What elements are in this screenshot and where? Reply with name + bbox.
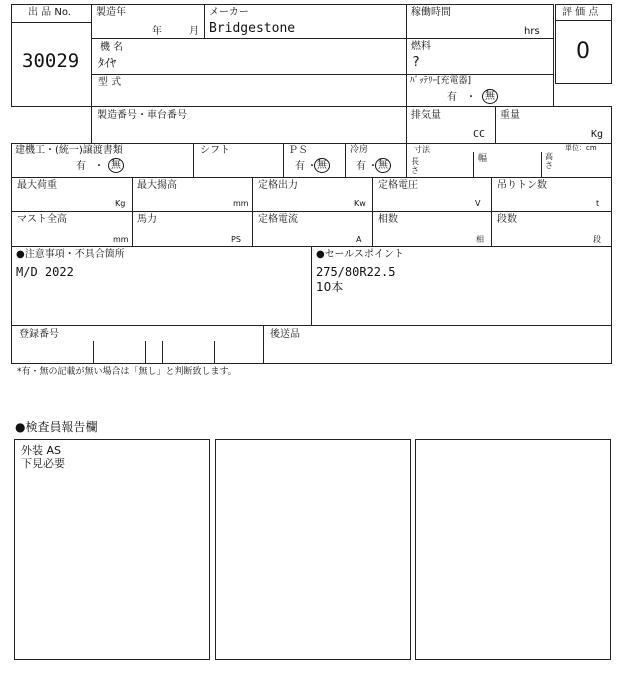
registration-number-label: 登録番号	[19, 329, 59, 340]
crane-tonnage-unit: t	[596, 199, 600, 208]
ps-separator: ・	[307, 161, 317, 172]
height-label: 高さ	[545, 152, 553, 170]
transfer-no-circled: 無	[108, 158, 124, 173]
ps-label: ＰＳ	[288, 145, 308, 156]
weight-label: 重量	[500, 110, 520, 121]
displacement-label: 排気量	[411, 110, 441, 121]
transfer-documents-label: 建機工・(統一)譲渡書類	[15, 145, 123, 156]
sales-point-label: ●セールスポイント	[316, 249, 404, 260]
phase-count-label: 相数	[378, 214, 398, 225]
maker-value: Bridgestone	[209, 21, 296, 36]
inspector-report-title: ●検査員報告欄	[15, 420, 98, 434]
fuel-label: 燃料	[411, 41, 431, 52]
max-load-label: 最大荷重	[17, 180, 57, 191]
max-load-unit: Kg	[115, 199, 126, 208]
battery-yes: 有	[447, 92, 457, 103]
battery-no-circled: 無	[482, 89, 498, 104]
steps-unit: 段	[593, 235, 601, 244]
model-name-value: ﾀｲﾔ	[98, 56, 117, 70]
inspector-note-line2: 下見必要	[21, 457, 65, 470]
rated-output-label: 定格出力	[258, 180, 298, 191]
max-lift-unit: mm	[233, 199, 249, 208]
sales-point-line2: 10本	[316, 280, 344, 294]
inspector-box-1	[14, 439, 210, 660]
inspector-box-2	[215, 439, 411, 660]
ac-yes: 有	[356, 161, 366, 172]
month-unit: 月	[189, 26, 199, 37]
model-name-label: 機 名	[100, 42, 124, 53]
caution-label: ●注意事項・不具合箇所	[16, 249, 125, 260]
operating-hours-label: 稼働時間	[411, 7, 451, 18]
weight-unit: Kg	[591, 129, 604, 140]
maker-label: メーカー	[209, 7, 249, 18]
max-lift-label: 最大揚高	[137, 180, 177, 191]
shipping-items-label: 後送品	[270, 329, 300, 340]
type-label: 型 式	[98, 77, 122, 88]
rated-current-label: 定格電流	[258, 214, 298, 225]
ac-separator: ・	[368, 161, 378, 172]
ps-yes: 有	[295, 161, 305, 172]
rated-output-unit: Kw	[354, 199, 366, 208]
caution-text: M/D 2022	[16, 265, 74, 279]
lot-number-value: 30029	[22, 50, 80, 72]
serial-number-label: 製造番号・車台番号	[97, 110, 187, 121]
fuel-value: ?	[412, 55, 420, 70]
operating-hours-unit: hrs	[524, 26, 540, 37]
crane-tonnage-label: 吊りトン数	[497, 180, 547, 191]
sales-point-line1: 275/80R22.5	[316, 265, 396, 279]
footnote: *有・無の記載が無い場合は「無し」と判断致します。	[17, 367, 237, 377]
width-label: 幅	[478, 154, 488, 164]
inspector-note-line1: 外装 AS	[21, 444, 62, 457]
phase-count-unit: 相	[476, 235, 484, 244]
score-label: 評 価 点	[562, 7, 599, 18]
battery-separator: ・	[466, 92, 476, 103]
transfer-yes: 有	[76, 161, 86, 172]
mast-height-label: マスト全高	[17, 214, 67, 225]
shift-label: シフト	[200, 145, 230, 156]
inspector-box-3	[415, 439, 611, 660]
horsepower-unit: PS	[231, 235, 241, 244]
rated-voltage-label: 定格電圧	[378, 180, 418, 191]
battery-label: ﾊﾞｯﾃﾘｰ[充電器]	[410, 76, 472, 86]
manufacture-year-label: 製造年	[96, 7, 126, 18]
rated-current-unit: A	[356, 235, 362, 244]
transfer-separator: ・	[94, 161, 104, 172]
registration-row	[11, 325, 612, 364]
ac-label: 冷房	[350, 145, 369, 155]
year-unit: 年	[152, 26, 162, 37]
lot-number-label: 出 品 No.	[28, 7, 71, 18]
mast-height-unit: mm	[113, 235, 129, 244]
rated-voltage-unit: V	[475, 199, 481, 208]
score-value: 0	[576, 39, 590, 64]
ac-no-circled: 無	[375, 158, 391, 173]
dimensions-label: 寸法	[414, 145, 430, 154]
displacement-unit: CC	[473, 129, 486, 140]
ps-no-circled: 無	[314, 158, 330, 173]
steps-label: 段数	[497, 214, 517, 225]
dimensions-unit-note: 単位：cm	[565, 144, 597, 152]
horsepower-label: 馬力	[137, 214, 157, 225]
length-label: 長さ	[411, 157, 419, 175]
